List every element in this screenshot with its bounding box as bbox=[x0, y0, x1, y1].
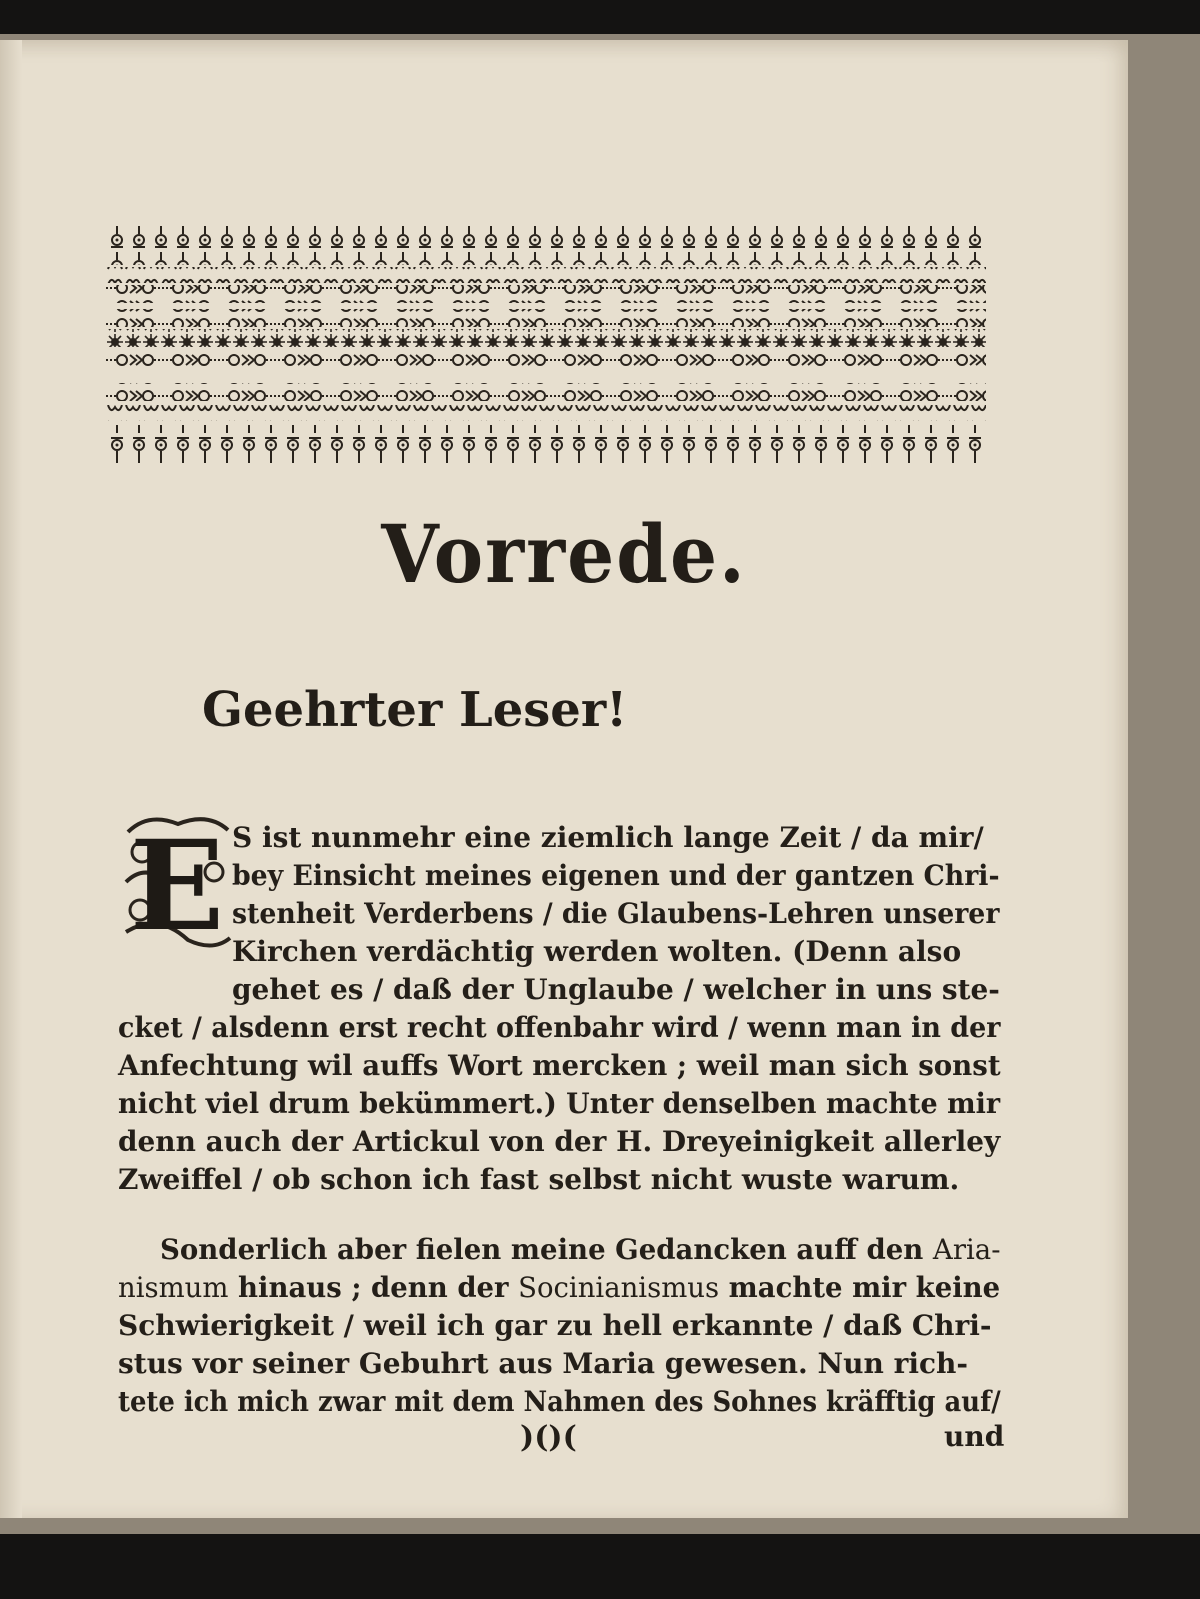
text-run: hinaus ; denn der bbox=[228, 1271, 519, 1304]
text-line bbox=[118, 1268, 1000, 1308]
text-line: Anfechtung wil auffs Wort mercken ; weil man sich sonst bbox=[118, 1049, 1001, 1082]
text-line: stus vor seiner Gebuhrt aus Maria gewesen. Nun rich- bbox=[118, 1347, 968, 1380]
text-line: tete ich mich zwar mit dem Nahmen des Sohnes kräfftig auf/ bbox=[118, 1385, 1001, 1418]
text-line: nicht viel drum bekümmert.) Unter denselben machte mir bbox=[118, 1087, 1001, 1120]
page-title: Vorrede. bbox=[381, 508, 747, 602]
text-line bbox=[160, 1230, 1001, 1270]
text-line: S ist nunmehr eine ziemlich lange Zeit / da mir/ bbox=[232, 821, 984, 854]
book-page bbox=[0, 40, 1128, 1518]
text-line: gehet es / daß der Unglaube / welcher in uns ste- bbox=[232, 973, 1000, 1006]
text-line: cket / alsdenn erst recht offenbahr wird / wenn man in der bbox=[118, 1011, 1001, 1044]
text-line: Zweiffel / ob schon ich fast selbst nicht wuste warum. bbox=[118, 1163, 960, 1196]
signature-mark: )()( bbox=[520, 1420, 577, 1455]
text-run: machte mir keine bbox=[719, 1271, 1001, 1304]
printers-ornament-band bbox=[106, 225, 986, 467]
latin-term: Socinianismus bbox=[518, 1271, 720, 1304]
text-line: denn auch der Artickul von der H. Dreyeinigkeit allerley bbox=[118, 1125, 1001, 1158]
ornament-pattern bbox=[106, 225, 986, 467]
salutation: Geehrter Leser! bbox=[202, 682, 628, 738]
text-line: Kirchen verdächtig werden wolten. (Denn also bbox=[232, 935, 962, 968]
text-line: Schwierigkeit / weil ich gar zu hell erkannte / daß Chri- bbox=[118, 1309, 992, 1342]
text-line: bey Einsicht meines eigenen und der gantzen Chri- bbox=[232, 859, 1000, 892]
initial-letter: E bbox=[129, 813, 225, 959]
latin-term: Aria- bbox=[932, 1233, 1001, 1266]
catchword: und bbox=[944, 1420, 1005, 1453]
decorated-initial bbox=[118, 812, 236, 960]
page-gutter-shadow bbox=[0, 40, 22, 1518]
text-run: Sonderlich aber fielen meine Gedancken auff den bbox=[160, 1233, 933, 1266]
latin-term: nismum bbox=[118, 1271, 229, 1304]
text-line: stenheit Verderbens / die Glaubens-Lehren unserer bbox=[232, 897, 1000, 930]
